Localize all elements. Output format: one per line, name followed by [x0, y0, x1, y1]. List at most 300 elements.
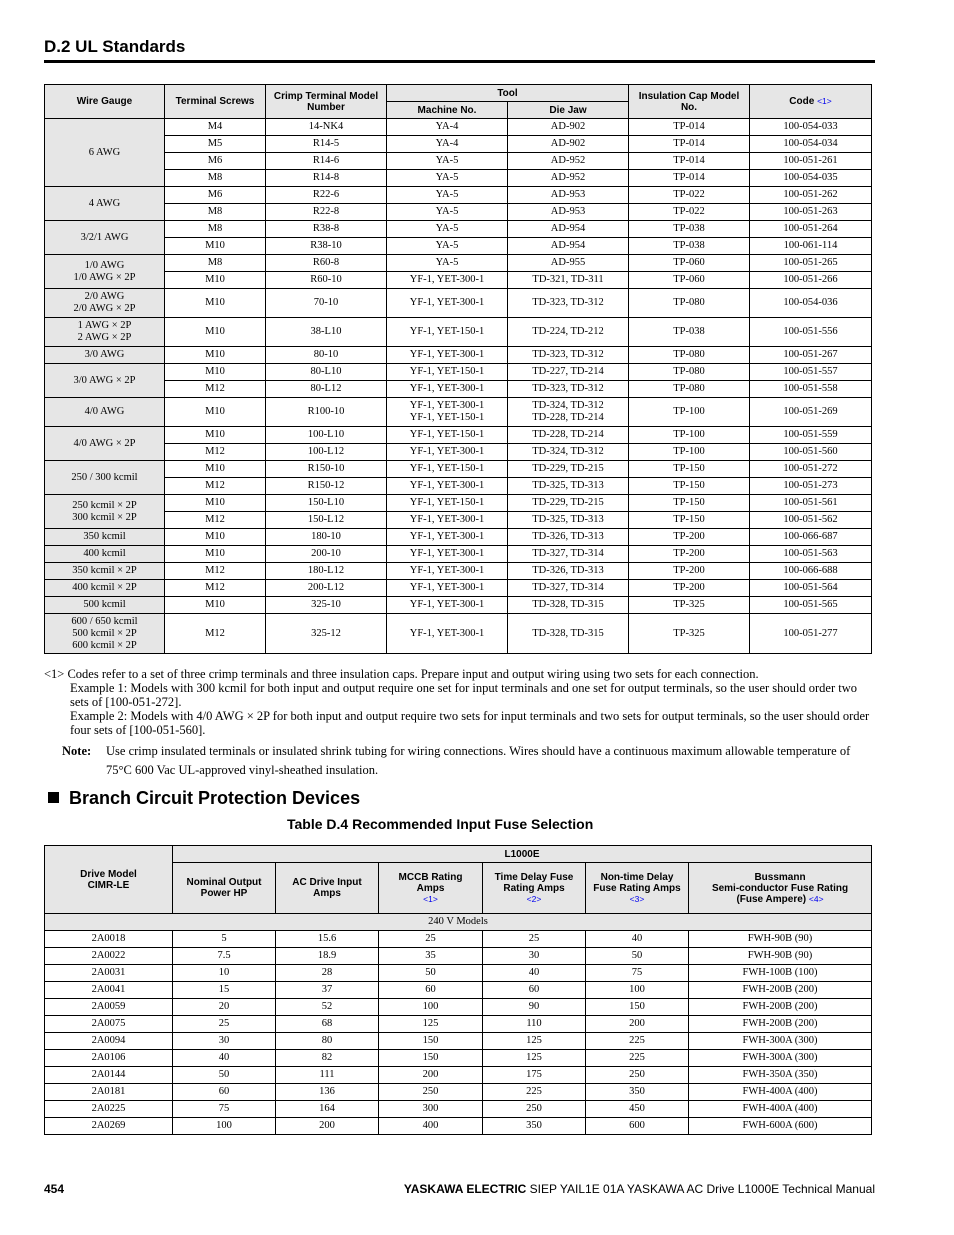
bussmann-label: Bussmann Semi-conductor Fuse Rating (Fuse Ampere)	[711, 871, 849, 905]
table-cell: M10	[165, 238, 266, 255]
table-cell: 80-10	[266, 347, 387, 364]
table-cell: 15.6	[276, 931, 379, 948]
footnotes	[44, 667, 870, 737]
table-cell: 40	[483, 965, 586, 982]
table-cell: 125	[379, 1016, 483, 1033]
table-row	[45, 1084, 872, 1101]
table-cell: 150	[379, 1033, 483, 1050]
table-cell: 68	[276, 1016, 379, 1033]
table-cell: 60	[173, 1084, 276, 1101]
table-cell: TD-325, TD-313	[508, 478, 629, 495]
header-rule	[44, 60, 875, 63]
table-cell: 150	[586, 999, 689, 1016]
table-cell: 100-051-557	[750, 364, 872, 381]
section-title: Branch Circuit Protection Devices	[69, 788, 361, 808]
table-cell: TP-014	[629, 119, 750, 136]
table-cell: 14-NK4	[266, 119, 387, 136]
table-cell: 30	[173, 1033, 276, 1050]
table-row	[45, 119, 872, 136]
table-cell: M8	[165, 170, 266, 187]
code-label: Code	[789, 96, 815, 107]
table-row	[45, 255, 872, 272]
subsection-row: 240 V Models	[45, 914, 872, 931]
table-cell: M12	[165, 478, 266, 495]
table-cell: TD-323, TD-312	[508, 347, 629, 364]
time-delay-label: Time Delay Fuse Rating Amps	[494, 871, 574, 894]
table-cell: 5	[173, 931, 276, 948]
table-cell: TP-100	[629, 398, 750, 427]
table-cell: TD-323, TD-312	[508, 381, 629, 398]
table-cell: 100-051-261	[750, 153, 872, 170]
table-cell: 100-L10	[266, 427, 387, 444]
table-cell: 350	[483, 1118, 586, 1135]
table-cell: M12	[165, 512, 266, 529]
col-drive-model: Drive Model CIMR-LE	[45, 846, 173, 914]
table-cell: 50	[379, 965, 483, 982]
col-time-delay	[483, 863, 586, 914]
table-cell: 25	[483, 931, 586, 948]
note-text: Use crimp insulated terminals or insulated shrink tubing for wiring connections. Wires should have a continuous maximum allowable temperature of 75°C 600 Vac UL-approved vinyl-sheathed insulation.	[106, 744, 851, 777]
table-row	[45, 563, 872, 580]
table-cell: AD-953	[508, 187, 629, 204]
table-cell: TP-080	[629, 289, 750, 318]
table-cell: 50	[586, 948, 689, 965]
table-cell: AD-952	[508, 170, 629, 187]
table-caption: Table D.4 Recommended Input Fuse Selection	[287, 816, 594, 832]
table-cell: TP-038	[629, 318, 750, 347]
table-cell: 200-10	[266, 546, 387, 563]
wire-gauge-cell: 500 kcmil	[45, 597, 165, 614]
table-cell: TP-080	[629, 381, 750, 398]
footnote-1: <1> Codes refer to a set of three crimp terminals and three insulation caps. Prepare input and output wiring using two sets for each connection.	[44, 667, 759, 681]
table-cell: YF-1, YET-150-1	[387, 364, 508, 381]
table-cell: TP-150	[629, 478, 750, 495]
page-number: 454	[44, 1182, 65, 1196]
table-cell: TD-324, TD-312 TD-228, TD-214	[508, 398, 629, 427]
table-cell: M10	[165, 546, 266, 563]
drive-model-cell: 2A0181	[45, 1084, 173, 1101]
table-cell: 18.9	[276, 948, 379, 965]
table-cell: 250	[379, 1084, 483, 1101]
table-cell: 37	[276, 982, 379, 999]
table-cell: 52	[276, 999, 379, 1016]
table-cell: 100-051-262	[750, 187, 872, 204]
table-cell: 100-051-565	[750, 597, 872, 614]
wire-gauge-cell: 350 kcmil	[45, 529, 165, 546]
col-l1000e: L1000E	[173, 846, 872, 863]
table-cell: 100-066-688	[750, 563, 872, 580]
table-cell: 100-051-267	[750, 347, 872, 364]
table-cell: 100-051-563	[750, 546, 872, 563]
table-cell: R22-8	[266, 204, 387, 221]
table-cell: 100	[173, 1118, 276, 1135]
table-cell: TP-060	[629, 255, 750, 272]
table-cell: TD-227, TD-214	[508, 364, 629, 381]
table-cell: 40	[173, 1050, 276, 1067]
table-cell: AD-954	[508, 221, 629, 238]
table-cell: YF-1, YET-150-1	[387, 427, 508, 444]
table-cell: YF-1, YET-300-1	[387, 272, 508, 289]
table-cell: R60-8	[266, 255, 387, 272]
table-cell: YF-1, YET-300-1	[387, 563, 508, 580]
table-cell: TP-100	[629, 444, 750, 461]
table-cell: R150-12	[266, 478, 387, 495]
table-row	[45, 1067, 872, 1084]
table-cell: 250	[483, 1101, 586, 1118]
table-cell: TD-324, TD-312	[508, 444, 629, 461]
table-cell: TP-325	[629, 614, 750, 654]
table-cell: 100	[586, 982, 689, 999]
table-cell: 15	[173, 982, 276, 999]
table-cell: FWH-200B (200)	[689, 1016, 872, 1033]
wire-gauge-cell: 400 kcmil × 2P	[45, 580, 165, 597]
table-row	[45, 999, 872, 1016]
table-cell: YF-1, YET-150-1	[387, 461, 508, 478]
table-cell: FWH-350A (350)	[689, 1067, 872, 1084]
table-row	[45, 289, 872, 318]
time-delay-footnote-ref[interactable]: <2>	[526, 893, 542, 904]
table-cell: FWH-400A (400)	[689, 1084, 872, 1101]
table-cell: TD-326, TD-313	[508, 563, 629, 580]
table-row	[45, 381, 872, 398]
table-cell: 125	[483, 1050, 586, 1067]
table-cell: YA-5	[387, 170, 508, 187]
table-cell: TP-014	[629, 136, 750, 153]
table-cell: 150	[379, 1050, 483, 1067]
table-cell: TP-060	[629, 272, 750, 289]
table-cell: YF-1, YET-300-1 YF-1, YET-150-1	[387, 398, 508, 427]
table-cell: TP-080	[629, 347, 750, 364]
table-cell: M12	[165, 381, 266, 398]
table-cell: TD-325, TD-313	[508, 512, 629, 529]
crimp-terminal-table	[44, 84, 872, 654]
table-cell: R150-10	[266, 461, 387, 478]
table-cell: TP-022	[629, 187, 750, 204]
col-machine-no: Machine No.	[387, 102, 508, 119]
table-cell: 111	[276, 1067, 379, 1084]
drive-model-cell: 2A0059	[45, 999, 173, 1016]
wiring-note	[62, 742, 862, 779]
table-cell: 250	[586, 1067, 689, 1084]
col-non-time-delay	[586, 863, 689, 914]
col-terminal-screws: Terminal Screws	[165, 85, 266, 119]
table-cell: YF-1, YET-300-1	[387, 580, 508, 597]
table-cell: R38-10	[266, 238, 387, 255]
table-cell: R14-8	[266, 170, 387, 187]
table-row	[45, 461, 872, 478]
table-row	[45, 580, 872, 597]
table-row	[45, 1033, 872, 1050]
drive-model-cell: 2A0106	[45, 1050, 173, 1067]
table-row	[45, 1050, 872, 1067]
table-cell: 325-10	[266, 597, 387, 614]
table-cell: 164	[276, 1101, 379, 1118]
table-cell: TD-229, TD-215	[508, 461, 629, 478]
table-cell: 100-051-564	[750, 580, 872, 597]
table-cell: TP-200	[629, 546, 750, 563]
table-cell: AD-952	[508, 153, 629, 170]
table-cell: 100-051-269	[750, 398, 872, 427]
wire-gauge-cell: 1 AWG × 2P 2 AWG × 2P	[45, 318, 165, 347]
table-cell: TP-200	[629, 563, 750, 580]
table-cell: M12	[165, 580, 266, 597]
table-cell: 175	[483, 1067, 586, 1084]
col-code	[750, 85, 872, 119]
table-cell: 150-L10	[266, 495, 387, 512]
table-cell: TP-150	[629, 461, 750, 478]
table-cell: 180-L12	[266, 563, 387, 580]
wire-gauge-cell: 3/2/1 AWG	[45, 221, 165, 255]
table-cell: M10	[165, 272, 266, 289]
table-cell: 100-051-265	[750, 255, 872, 272]
table-cell: 100	[379, 999, 483, 1016]
footnote-example-1: Example 1: Models with 300 kcmil for both input and output require one set for input terminals and one set for output terminals, so the user should order two sets of [100-051-272].	[70, 681, 858, 709]
table-cell: YF-1, YET-300-1	[387, 614, 508, 654]
table-cell: R38-8	[266, 221, 387, 238]
table-row	[45, 512, 872, 529]
table-cell: 35	[379, 948, 483, 965]
footnote-example-2: Example 2: Models with 4/0 AWG × 2P for both input and output require two sets for input terminals and two sets for output terminals, so the user should order four sets of [100-051-560].	[70, 709, 870, 737]
non-time-footnote-ref[interactable]: <3>	[629, 893, 645, 904]
table-cell: 225	[586, 1033, 689, 1050]
table-cell: 100-051-277	[750, 614, 872, 654]
table-cell: YA-5	[387, 255, 508, 272]
table-cell: 25	[379, 931, 483, 948]
table-cell: TP-038	[629, 221, 750, 238]
table-cell: 200-L12	[266, 580, 387, 597]
section-heading	[48, 788, 360, 809]
table-cell: YF-1, YET-300-1	[387, 444, 508, 461]
table-cell: TP-080	[629, 364, 750, 381]
table-cell: 100-L12	[266, 444, 387, 461]
col-die-jaw: Die Jaw	[508, 102, 629, 119]
table-row	[45, 444, 872, 461]
table-cell: TD-328, TD-315	[508, 597, 629, 614]
table-cell: 60	[483, 982, 586, 999]
col-nominal-output: Nominal Output Power HP	[173, 863, 276, 914]
footer-brand: YASKAWA ELECTRIC	[403, 1182, 527, 1196]
table-cell: 100-054-033	[750, 119, 872, 136]
table-cell: M6	[165, 187, 266, 204]
table-row	[45, 204, 872, 221]
table-cell: 100-066-687	[750, 529, 872, 546]
table-cell: R60-10	[266, 272, 387, 289]
mccb-label: MCCB Rating Amps	[398, 871, 463, 894]
drive-model-cell: 2A0022	[45, 948, 173, 965]
table-cell: 80-L10	[266, 364, 387, 381]
table-cell: M6	[165, 153, 266, 170]
code-footnote-ref[interactable]: <1>	[817, 96, 832, 106]
table-cell: YF-1, YET-150-1	[387, 318, 508, 347]
table-cell: FWH-200B (200)	[689, 982, 872, 999]
drive-model-cell: 2A0041	[45, 982, 173, 999]
table-cell: TP-200	[629, 529, 750, 546]
col-tool: Tool	[387, 85, 629, 102]
table-cell: TP-150	[629, 495, 750, 512]
table-cell: FWH-600A (600)	[689, 1118, 872, 1135]
table-cell: TD-229, TD-215	[508, 495, 629, 512]
table-cell: 200	[586, 1016, 689, 1033]
table-cell: M10	[165, 318, 266, 347]
table-cell: FWH-200B (200)	[689, 999, 872, 1016]
table-cell: YA-5	[387, 153, 508, 170]
table-cell: YF-1, YET-300-1	[387, 478, 508, 495]
table-cell: 325-12	[266, 614, 387, 654]
table-cell: M10	[165, 398, 266, 427]
table-cell: R22-6	[266, 187, 387, 204]
table-cell: AD-955	[508, 255, 629, 272]
table-cell: M12	[165, 614, 266, 654]
table-cell: YA-4	[387, 119, 508, 136]
note-label: Note:	[62, 744, 92, 758]
table-cell: 10	[173, 965, 276, 982]
table-cell: TD-327, TD-314	[508, 580, 629, 597]
table-row	[45, 1118, 872, 1135]
table-cell: 50	[173, 1067, 276, 1084]
table-cell: TP-325	[629, 597, 750, 614]
wire-gauge-cell: 250 kcmil × 2P 300 kcmil × 2P	[45, 495, 165, 529]
table-cell: 100-051-264	[750, 221, 872, 238]
col-wire-gauge: Wire Gauge	[45, 85, 165, 119]
table-cell: 38-L10	[266, 318, 387, 347]
drive-model-cell: 2A0094	[45, 1033, 173, 1050]
table-cell: R14-6	[266, 153, 387, 170]
table-row	[45, 478, 872, 495]
table-cell: 80-L12	[266, 381, 387, 398]
table-cell: 110	[483, 1016, 586, 1033]
table-row	[45, 931, 872, 948]
table-cell: TP-100	[629, 427, 750, 444]
table-cell: 20	[173, 999, 276, 1016]
table-row	[45, 597, 872, 614]
table-cell: M10	[165, 347, 266, 364]
table-cell: R14-5	[266, 136, 387, 153]
table-cell: TP-014	[629, 153, 750, 170]
table-row	[45, 546, 872, 563]
table-cell: FWH-90B (90)	[689, 931, 872, 948]
wire-gauge-cell: 4 AWG	[45, 187, 165, 221]
drive-model-cell: 2A0075	[45, 1016, 173, 1033]
table-cell: M10	[165, 427, 266, 444]
table-cell: M10	[165, 289, 266, 318]
table-row	[45, 398, 872, 427]
table-cell: 100-051-272	[750, 461, 872, 478]
bussmann-footnote-ref[interactable]: <4>	[808, 893, 824, 904]
table-cell: 30	[483, 948, 586, 965]
table-row	[45, 364, 872, 381]
wire-gauge-cell: 400 kcmil	[45, 546, 165, 563]
table-cell: 100-054-036	[750, 289, 872, 318]
table-row	[45, 153, 872, 170]
col-ac-input: AC Drive Input Amps	[276, 863, 379, 914]
wire-gauge-cell: 4/0 AWG × 2P	[45, 427, 165, 461]
table-cell: 28	[276, 965, 379, 982]
table-row	[45, 965, 872, 982]
wire-gauge-cell: 3/0 AWG × 2P	[45, 364, 165, 398]
table-cell: M4	[165, 119, 266, 136]
wire-gauge-cell: 4/0 AWG	[45, 398, 165, 427]
table-cell: FWH-100B (100)	[689, 965, 872, 982]
col-bussmann	[689, 863, 872, 914]
table-cell: 100-051-560	[750, 444, 872, 461]
table-row	[45, 170, 872, 187]
table-cell: TD-327, TD-314	[508, 546, 629, 563]
table-cell: YF-1, YET-150-1	[387, 495, 508, 512]
table-row	[45, 347, 872, 364]
table-cell: TD-328, TD-315	[508, 614, 629, 654]
table-row	[45, 136, 872, 153]
table-cell: 100-051-558	[750, 381, 872, 398]
table-cell: 100-051-273	[750, 478, 872, 495]
drive-model-cell: 2A0018	[45, 931, 173, 948]
table-cell: 180-10	[266, 529, 387, 546]
table-cell: 350	[586, 1084, 689, 1101]
table-cell: 80	[276, 1033, 379, 1050]
table-row	[45, 238, 872, 255]
table-cell: M12	[165, 444, 266, 461]
table-cell: TP-038	[629, 238, 750, 255]
wire-gauge-cell: 250 / 300 kcmil	[45, 461, 165, 495]
table-cell: M10	[165, 597, 266, 614]
table-cell: YF-1, YET-300-1	[387, 529, 508, 546]
wire-gauge-cell: 6 AWG	[45, 119, 165, 187]
table-cell: 100-054-035	[750, 170, 872, 187]
table-cell: TD-224, TD-212	[508, 318, 629, 347]
col-mccb	[379, 863, 483, 914]
table-cell: YA-4	[387, 136, 508, 153]
table-cell: 150-L12	[266, 512, 387, 529]
table-cell: FWH-300A (300)	[689, 1033, 872, 1050]
col-insulation-cap: Insulation Cap Model No.	[629, 85, 750, 119]
table-cell: YA-5	[387, 238, 508, 255]
table-cell: AD-954	[508, 238, 629, 255]
table-cell: TD-321, TD-311	[508, 272, 629, 289]
mccb-footnote-ref[interactable]: <1>	[423, 893, 438, 904]
table-cell: 450	[586, 1101, 689, 1118]
table-cell: TP-150	[629, 512, 750, 529]
table-cell: M8	[165, 204, 266, 221]
table-cell: M5	[165, 136, 266, 153]
wire-gauge-cell: 2/0 AWG 2/0 AWG × 2P	[45, 289, 165, 318]
table-cell: YF-1, YET-300-1	[387, 381, 508, 398]
table-cell: YA-5	[387, 221, 508, 238]
table-cell: 75	[173, 1101, 276, 1118]
fuse-selection-table	[44, 845, 872, 1135]
table-cell: M10	[165, 364, 266, 381]
table-cell: AD-902	[508, 136, 629, 153]
table-cell: FWH-90B (90)	[689, 948, 872, 965]
table-cell: 400	[379, 1118, 483, 1135]
table-cell: 82	[276, 1050, 379, 1067]
table-cell: 100-054-034	[750, 136, 872, 153]
table-row	[45, 982, 872, 999]
table-cell: YF-1, YET-300-1	[387, 597, 508, 614]
table-cell: 100-051-266	[750, 272, 872, 289]
table-row	[45, 427, 872, 444]
table-cell: M10	[165, 495, 266, 512]
table-cell: 300	[379, 1101, 483, 1118]
footer-manual	[404, 1182, 875, 1196]
table-cell: M8	[165, 221, 266, 238]
wire-gauge-cell: 3/0 AWG	[45, 347, 165, 364]
table-cell: 600	[586, 1118, 689, 1135]
drive-model-cell: 2A0031	[45, 965, 173, 982]
table-cell: M10	[165, 461, 266, 478]
table-cell: TD-326, TD-313	[508, 529, 629, 546]
table-cell: FWH-300A (300)	[689, 1050, 872, 1067]
table-cell: YF-1, YET-300-1	[387, 512, 508, 529]
table-row	[45, 1101, 872, 1118]
